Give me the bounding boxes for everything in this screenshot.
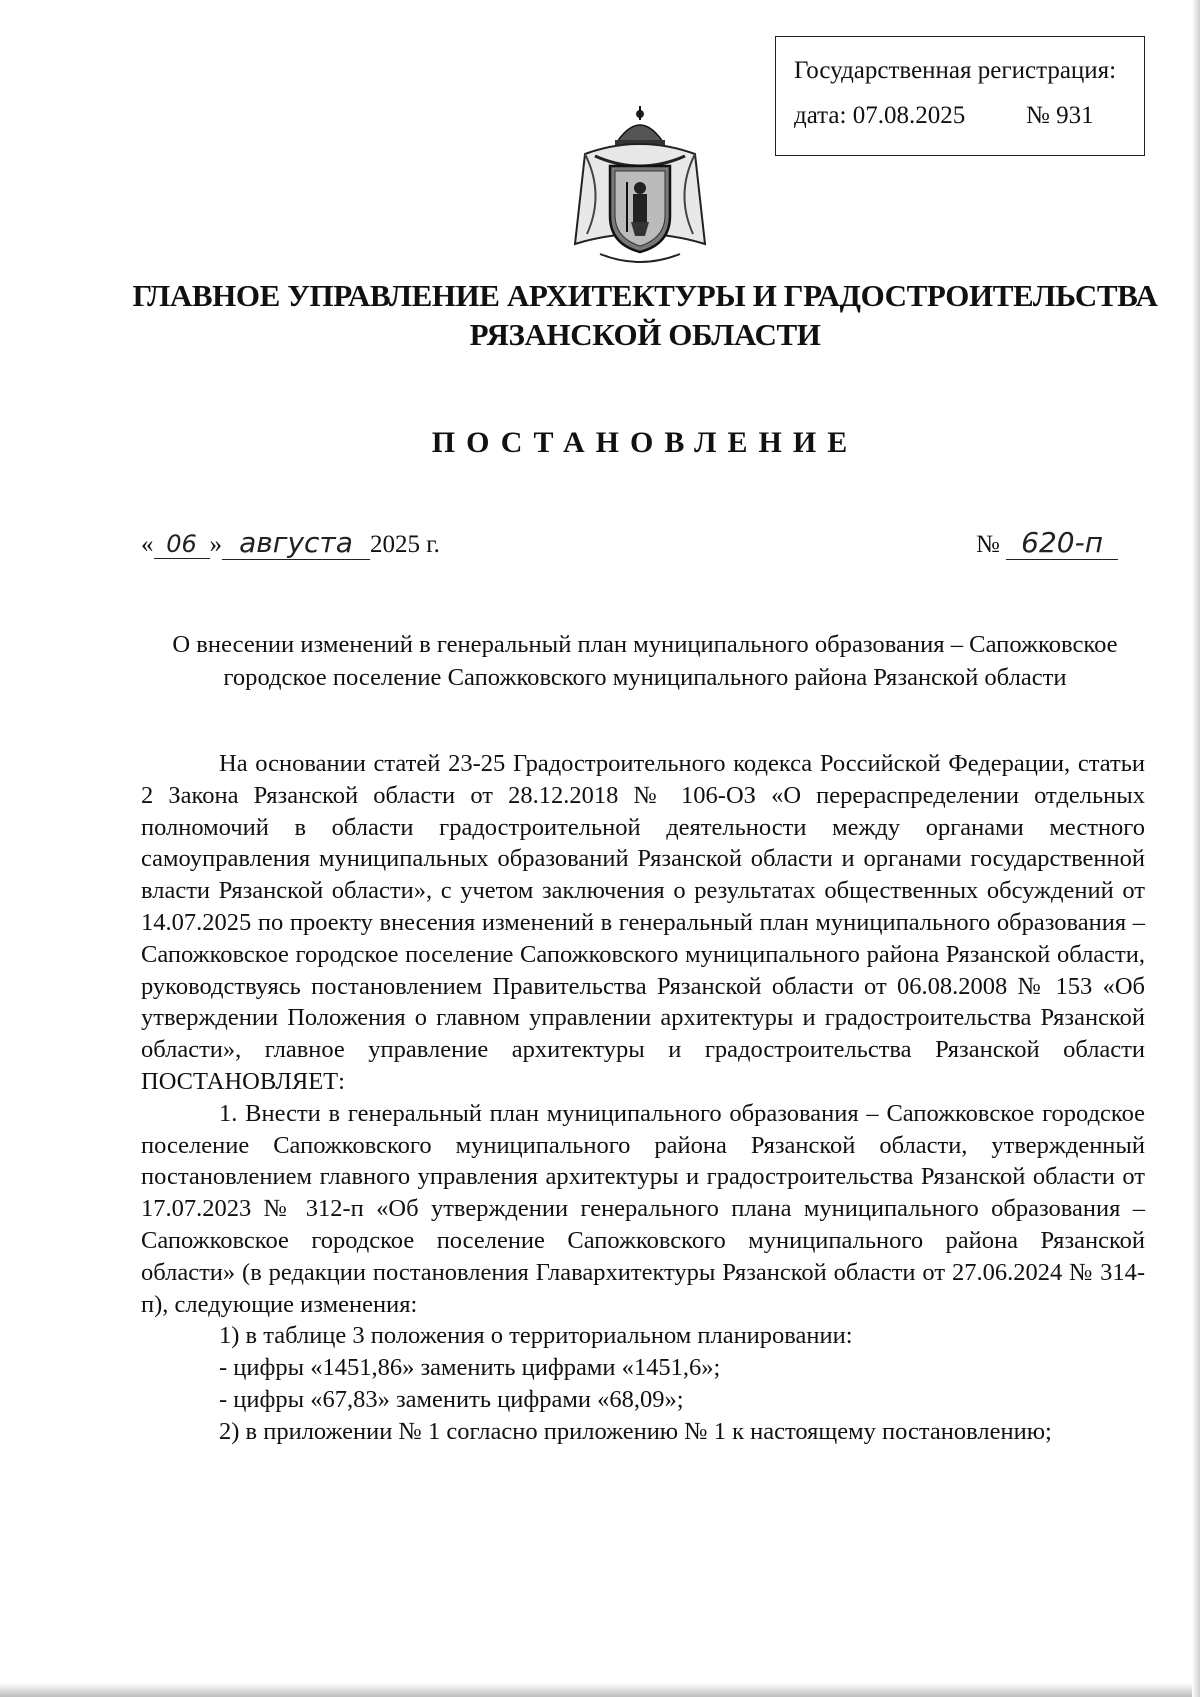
body-paragraph: 2) в приложении № 1 согласно приложению № 1 к настоящему постановлению; [219,1417,1052,1445]
body-paragraph: 1) в таблице 3 положения о территориальном планировании: [219,1322,853,1350]
number-prefix: № [976,531,1000,558]
organization-name-line2: РЯЗАНСКОЙ ОБЛАСТИ [469,317,821,352]
page-right-edge [1192,0,1200,1697]
decree-body [141,748,1145,1448]
date-month-handwritten: августа [222,526,370,560]
document-type-title: ПОСТАНОВЛЕНИЕ [431,426,859,459]
body-paragraph: - цифры «1451,86» заменить цифрами «1451,6»; [219,1354,721,1382]
date-close-quote: » [209,531,222,558]
registration-stamp [775,36,1145,156]
date-open-quote: « [141,531,154,558]
registration-number: № 931 [1026,102,1094,129]
number-handwritten: 620-п [1006,526,1118,560]
decree-date [141,526,440,560]
decree-number [976,526,1118,560]
page-bottom-shadow [0,1683,1200,1697]
decree-subject: О внесении изменений в генеральный план муниципального образования – Сапожковское городское поселение Сапожковского муниципального района Рязанской области [172,631,1118,691]
registration-date: дата: 07.08.2025 [794,102,966,129]
organization-name-line1: ГЛАВНОЕ УПРАВЛЕНИЕ АРХИТЕКТУРЫ И ГРАДОСТРОИТЕЛЬСТВА [132,278,1158,313]
date-day-handwritten: 06 [154,530,210,559]
body-paragraph: - цифры «67,83» заменить цифрами «68,09»; [219,1385,684,1413]
ryazan-coat-of-arms-icon [565,104,715,270]
registration-title: Государственная регистрация: [794,57,1117,84]
body-paragraph: На основании статей 23-25 Градостроительного кодекса Российской Федерации, статьи 2 Закона Рязанской области от 28.12.2018 № 106-ОЗ «О перераспределении отдельных полномочий в области градостроительной деятельности между органами местного самоуправления муниципальных образований Рязанской области и органами государственной власти Рязанской области», с учетом заключения о результатах общественных обсуждений от 14.07.2025 по проекту внесения изменений в генеральный план муниципального образования – Сапожковское городское поселение Сапожковского муниципального района Рязанской области, руководствуясь постановлением Правительства Рязанской области от 06.08.2008 № 153 «Об утверждении Положения о главном управлении архитектуры и градостроительства Рязанской области», главное управление архитектуры и градостроительства Рязанской области ПОСТАНОВЛЯЕТ: [141,750,1145,1095]
body-paragraph: 1. Внести в генеральный план муниципального образования – Сапожковское городское поселение Сапожковского муниципального района Рязанской области, утвержденный постановлением главного управления архитектуры и градостроительства Рязанской области от 17.07.2023 № 312-п «Об утверждении генерального плана муниципального образования – Сапожковское городское поселение Сапожковского муниципального района Рязанской области» (в редакции постановления Главархитектуры Рязанской области от 27.06.2024 № 314-п), следующие изменения: [141,1099,1145,1318]
date-year: 2025 г. [370,531,440,558]
